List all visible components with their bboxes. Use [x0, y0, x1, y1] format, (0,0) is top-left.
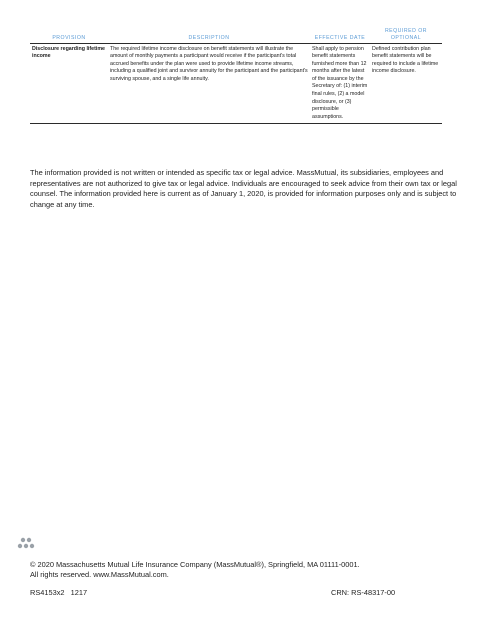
cell-required-optional: Defined contribution plan benefit statements will be required to include a lifetime income disclosure.	[370, 44, 442, 124]
table-header-row	[30, 28, 442, 44]
header-required-optional: REQUIRED OR OPTIONAL	[370, 28, 442, 44]
cell-description: The required lifetime income disclosure on benefit statements will illustrate the amount of monthly payments a participant would receive if the participant's total accrued benefits under the plan were used to provide lifetime income streams, including a qualified joint and survivor annuity for the participant and the participant's surviving spouse, and a single life annuity.	[108, 44, 310, 124]
form-number: RS4153x2 1217	[30, 588, 88, 597]
header-effective-date: EFFECTIVE DATE	[310, 28, 370, 44]
crn-number: CRN: RS-48317-00	[331, 588, 396, 597]
header-description: DESCRIPTION	[108, 28, 310, 44]
table-row	[30, 44, 442, 124]
legal-disclaimer: The information provided is not written or intended as specific tax or legal advice. MassMutual, its subsidiaries, employees and representatives are not authorized to give tax or legal advice. Individuals are encouraged to seek advice from their own tax or legal counsel. The information provided here is current as of January 1, 2020, is provided for information purposes only and is subject to change at any time.	[30, 168, 457, 209]
header-provision: PROVISION	[30, 28, 108, 44]
copyright-line-2: All rights reserved. www.MassMutual.com.	[30, 570, 169, 579]
massmutual-dots-logo-icon	[16, 537, 38, 549]
provisions-table	[30, 28, 442, 124]
cell-effective-date: Shall apply to pension benefit statements furnished more than 12 months after the latest of the issuance by the Secretary of: (1) interim final rules, (2) a model disclosure, or (3) permissible assumptions.	[310, 44, 370, 124]
copyright-line-1: © 2020 Massachusetts Mutual Life Insurance Company (MassMutual®), Springfield, MA 01111-0001.	[30, 560, 360, 569]
cell-provision: Disclosure regarding lifetime income	[30, 44, 108, 124]
copyright-notice	[30, 560, 450, 580]
